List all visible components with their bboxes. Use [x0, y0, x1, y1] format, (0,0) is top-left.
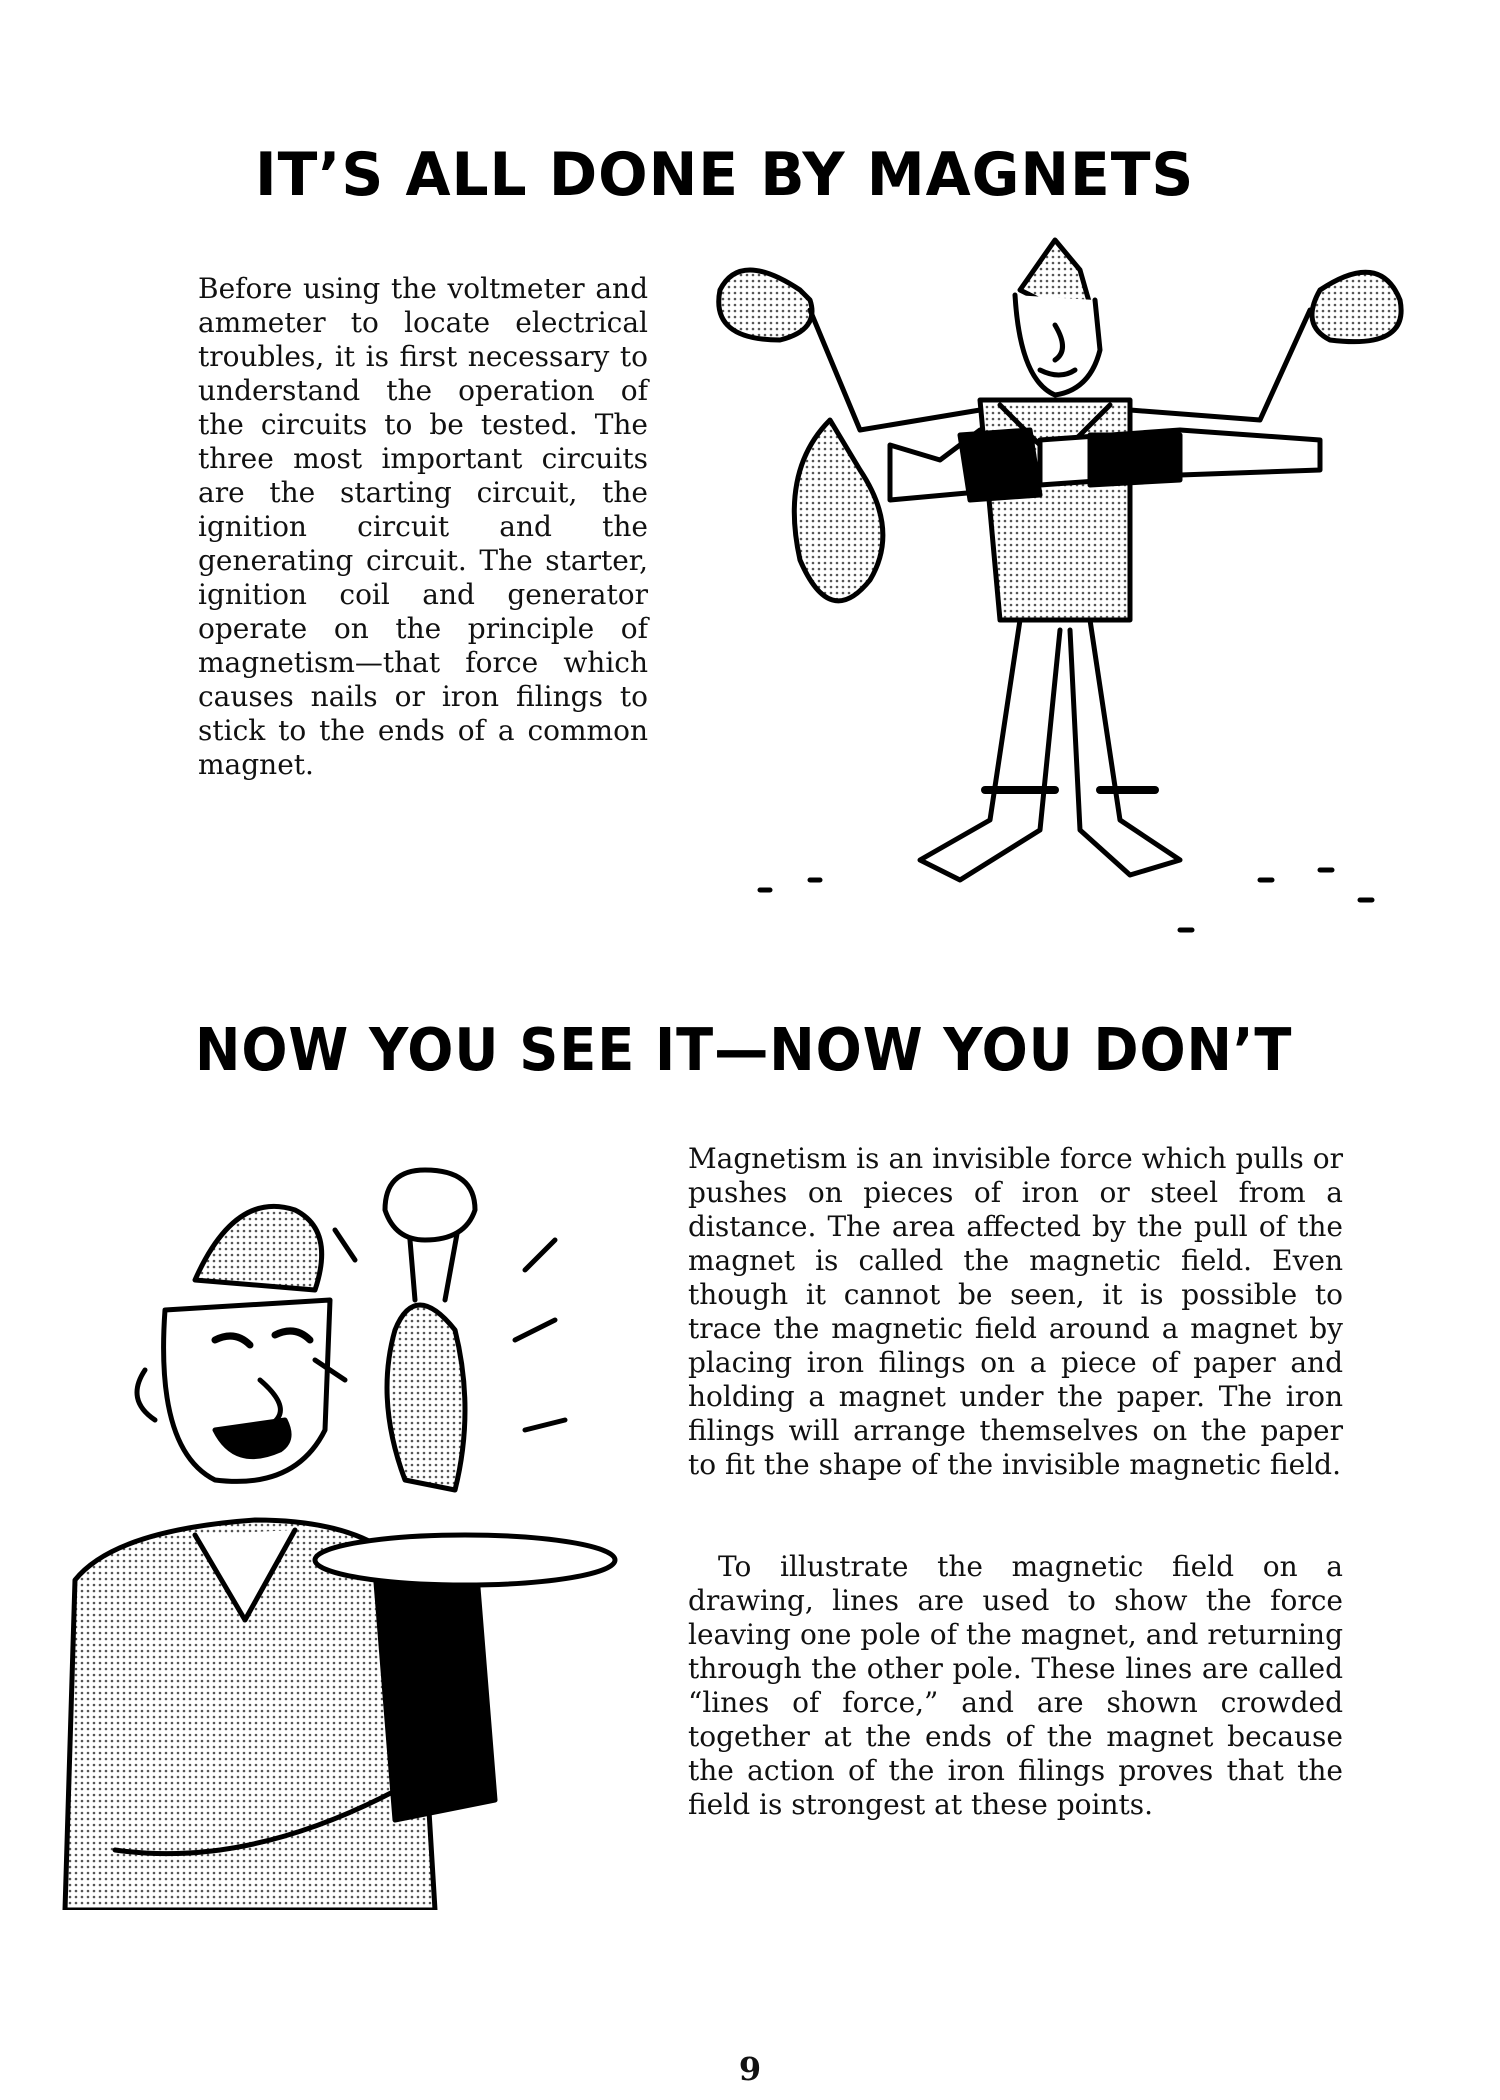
page-number: 9 — [738, 2050, 762, 2088]
intro-paragraph: Before using the voltmeter and ammeter to locate electrical troubles, it is first necessary to understand the operation of the circuits to be tested. The three most important circuits are the starting circuit, the ignition circuit and the generating circuit. The starter, ignition coil and generator operate on the principle of magnetism—that force which causes nails or iron filings to stick to the ends of a common magnet. — [198, 272, 648, 781]
magician-levitating-woman-illustration — [660, 230, 1460, 960]
section-heading-magnets: IT’S ALL DONE BY MAGNETS — [255, 140, 1195, 210]
magnetism-paragraph: Magnetism is an invisible force which pulls or pushes on pieces of iron or steel from a distance. The area affected by the pull of the magnet is called the magnetic field. Even though it cannot be seen, it is possible to trace the magnetic field around a magnet by placing iron filings on a piece of paper and holding a magnet under the paper. The iron filings will arrange themselves on the paper to fit the shape of the invisible magnetic field. — [688, 1142, 1343, 1481]
section-heading-now-you-see-it: NOW YOU SEE IT—NOW YOU DON’T — [195, 1015, 1293, 1084]
lines-of-force-paragraph: To illustrate the magnetic field on a drawing, lines are used to show the force leaving one pole of the magnet, and returning through the other pole. These lines are called “lines of force,” and are shown crowded together at the ends of the magnet because the action of the iron filings proves that the field is strongest at these points. — [688, 1550, 1343, 1821]
magician-rabbit-hat-illustration — [55, 1150, 665, 1910]
